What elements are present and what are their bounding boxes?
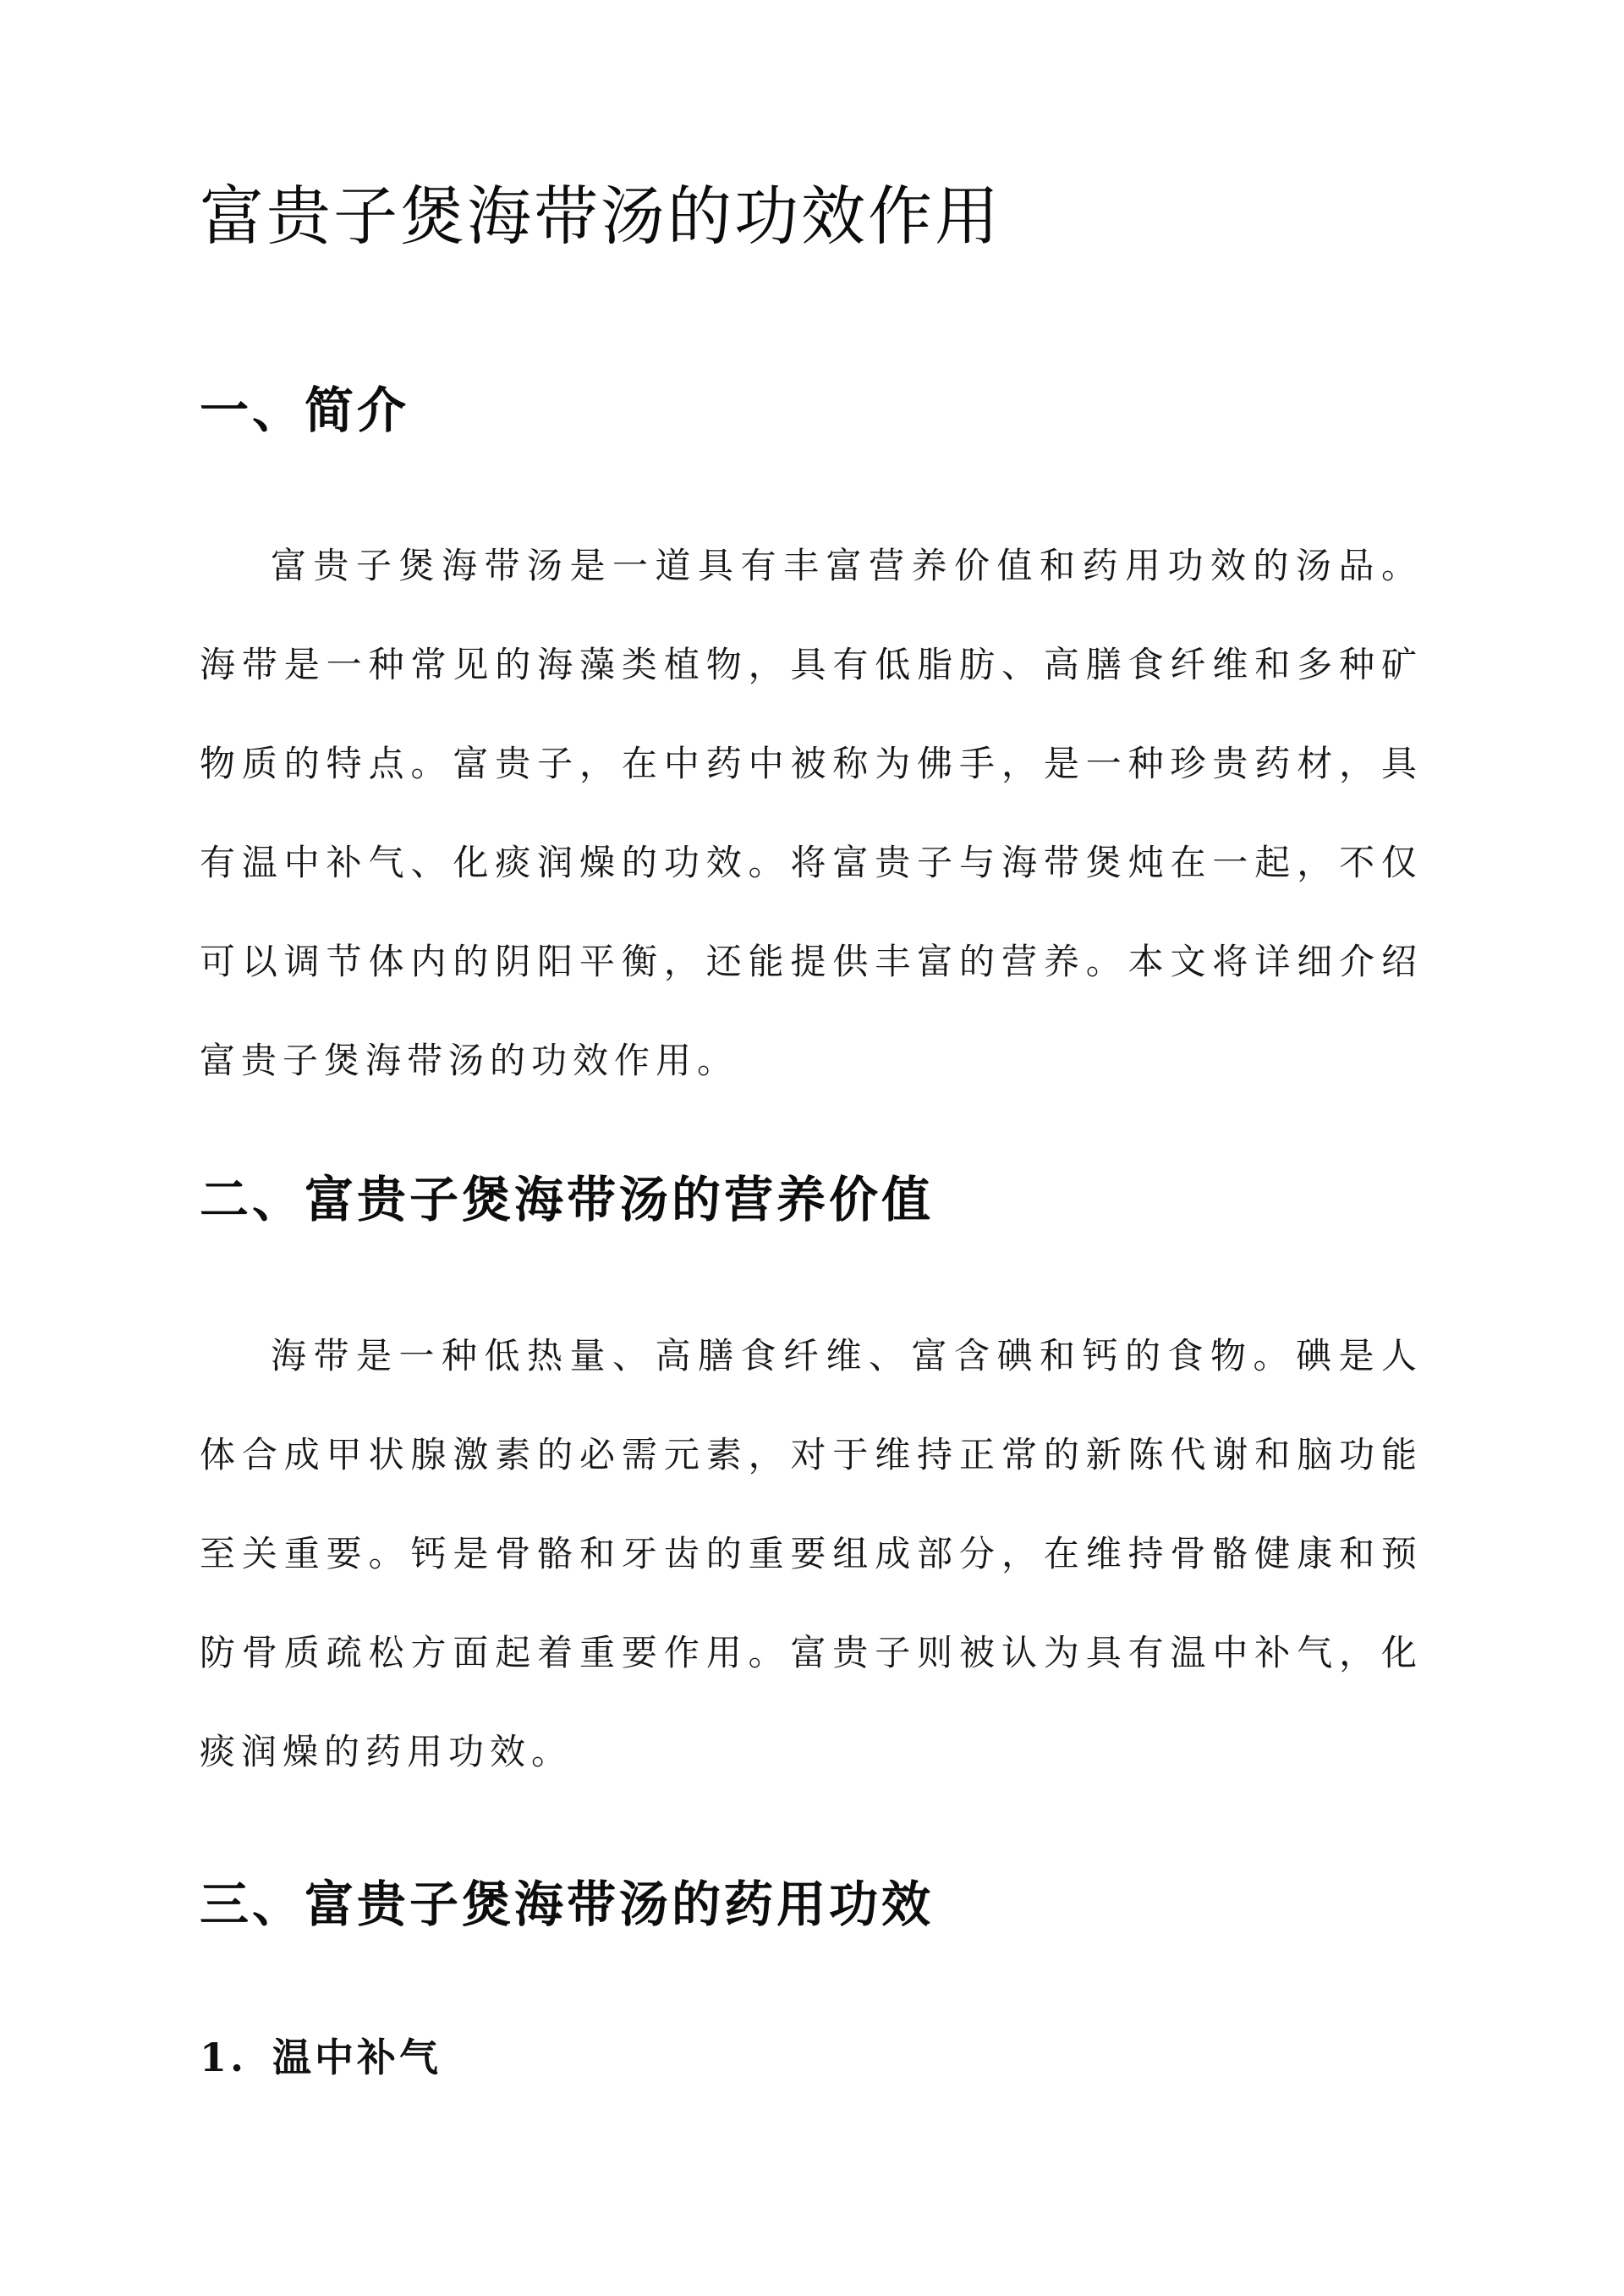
warm-middle-qi-subsection-heading — [200, 2034, 1423, 2083]
introduction-section — [200, 380, 1423, 1110]
medicinal-effects-heading: 三、富贵子煲海带汤的药用功效 — [200, 1876, 935, 1934]
introduction-paragraph: 富贵子煲海带汤是一道具有丰富营养价值和药用功效的汤品。海带是一种常见的海藻类植物，具有低脂肪、高膳食纤维和多种矿物质的特点。富贵子，在中药中被称为佛手，是一种珍贵药材，具有温中补气、化痰润燥的功效。将富贵子与海带煲炖在一起，不仅可以调节体内的阴阳平衡，还能提供丰富的营养。本文将详细介绍富贵子煲海带汤的功效作用。 — [200, 544, 1423, 1081]
nutrition-paragraph: 海带是一种低热量、高膳食纤维、富含碘和钙的食物。碘是人体合成甲状腺激素的必需元素，对于维持正常的新陈代谢和脑功能至关重要。钙是骨骼和牙齿的重要组成部分，在维持骨骼健康和预防骨质疏松方面起着重要作用。富贵子则被认为具有温中补气，化痰润燥的药用功效。 — [200, 1335, 1423, 1773]
subsection-title: 温中补气 — [272, 2034, 442, 2080]
nutrition-heading: 二、富贵子煲海带汤的营养价值 — [200, 1170, 935, 1228]
subsection-number: 1. — [200, 2034, 248, 2080]
document-content — [200, 178, 1423, 2082]
medicinal-effects-section — [200, 1874, 1423, 2082]
nutrition-section — [200, 1169, 1423, 1802]
introduction-heading: 一、简介 — [200, 382, 410, 440]
document-title: 富贵子煲海带汤的功效作用 — [200, 179, 1001, 254]
